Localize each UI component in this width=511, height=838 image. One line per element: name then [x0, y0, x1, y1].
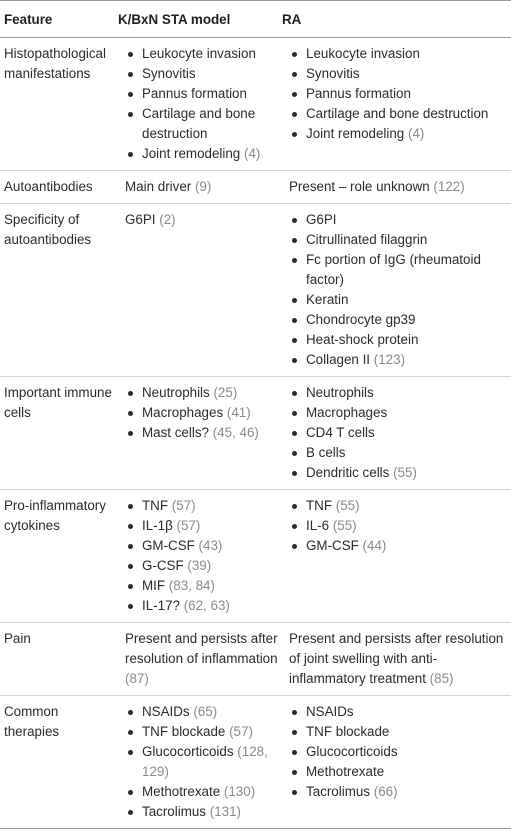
table-row-cytokines [0, 490, 511, 623]
item-text: Joint remodeling [142, 146, 241, 161]
list-item [125, 383, 278, 403]
item-text: MIF [142, 578, 166, 593]
cell-text-block [125, 210, 278, 230]
list-item [289, 230, 511, 250]
list-item [289, 350, 511, 370]
list-item [289, 84, 511, 104]
list-item [289, 64, 511, 84]
list-item [289, 516, 511, 536]
ra-cell [278, 377, 511, 490]
item-text: Glucocorticoids [142, 744, 234, 759]
item-text: Chondrocyte gp39 [306, 312, 416, 327]
list-item [125, 802, 278, 822]
list-item [289, 210, 511, 230]
feature-cell: Histopathological manifestations [0, 38, 114, 171]
list-item [125, 104, 278, 144]
reference-citation: (25) [213, 385, 238, 400]
list-item [289, 536, 511, 556]
item-text: Mast cells? [142, 425, 209, 440]
item-text: B cells [306, 445, 346, 460]
reference-citation: (131) [209, 804, 241, 819]
sta-model-cell [114, 377, 278, 490]
cell-text: Present – role unknown [289, 179, 430, 194]
list-item [289, 104, 511, 124]
item-text: NSAIDs [142, 704, 190, 719]
list-item [125, 596, 278, 616]
list-item [289, 722, 511, 742]
cell-text: Main driver [125, 179, 192, 194]
table-row-pain [0, 623, 511, 696]
reference-citation: (55) [393, 465, 417, 480]
item-text: Collagen II [306, 352, 371, 367]
feature-cell: Specificity of autoantibodies [0, 204, 114, 377]
list-item [125, 742, 278, 782]
reference-citation: (55) [332, 518, 357, 533]
sta-model-cell [114, 38, 278, 171]
sta-model-cell [114, 490, 278, 623]
sta-model-cell [114, 623, 278, 696]
item-text: Macrophages [306, 405, 388, 420]
list-item [125, 44, 278, 64]
reference-citation: (57) [171, 498, 196, 513]
reference-citation: (45, 46) [212, 425, 259, 440]
reference-citation: (122) [433, 179, 465, 194]
feature-cell: Autoantibodies [0, 171, 114, 204]
sta-model-cell [114, 696, 278, 829]
cell-text: Present and persists after resolution of inflammation [125, 631, 278, 666]
item-text: GM-CSF [306, 538, 359, 553]
list-item [125, 144, 278, 164]
list-item [289, 463, 511, 483]
header-ra: RA [278, 1, 511, 38]
item-text: Glucocorticoids [306, 744, 398, 759]
list-item [289, 443, 511, 463]
list-item [125, 516, 278, 536]
list-item [289, 782, 511, 802]
item-text: Neutrophils [306, 385, 374, 400]
bullet-list [289, 496, 511, 556]
list-item [125, 84, 278, 104]
reference-citation: (39) [187, 558, 212, 573]
list-item [289, 330, 511, 350]
reference-citation: (83, 84) [168, 578, 215, 593]
ra-cell [278, 204, 511, 377]
item-text: TNF [142, 498, 169, 513]
bullet-list [289, 44, 511, 144]
list-item [125, 496, 278, 516]
header-feature: Feature [0, 1, 114, 38]
reference-citation: (87) [125, 671, 149, 686]
list-item [125, 64, 278, 84]
list-item [289, 702, 511, 722]
list-item [125, 782, 278, 802]
item-text: TNF [306, 498, 333, 513]
table-row-immune-cells [0, 377, 511, 490]
bullet-list [125, 496, 278, 616]
bullet-list [125, 383, 278, 443]
item-text: IL-17? [142, 598, 180, 613]
cell-text-block [289, 177, 511, 197]
bullet-list [289, 383, 511, 483]
cell-text: G6PI [125, 212, 156, 227]
bullet-list [289, 210, 511, 370]
reference-citation: (65) [193, 704, 218, 719]
bullet-list [125, 44, 278, 164]
cell-text-block [289, 629, 511, 689]
list-item [289, 290, 511, 310]
item-text: GM-CSF [142, 538, 195, 553]
item-text: NSAIDs [306, 704, 354, 719]
item-text: Tacrolimus [142, 804, 206, 819]
list-item [125, 536, 278, 556]
item-text: Pannus formation [142, 86, 247, 101]
list-item [289, 250, 511, 290]
reference-citation: (43) [198, 538, 223, 553]
reference-citation: (57) [176, 518, 201, 533]
item-text: Synovitis [142, 66, 196, 81]
item-text: Macrophages [142, 405, 224, 420]
feature-cell: Common therapies [0, 696, 114, 829]
item-text: Methotrexate [306, 764, 385, 779]
item-text: Methotrexate [142, 784, 221, 799]
item-text: Dendritic cells [306, 465, 390, 480]
item-text: G-CSF [142, 558, 184, 573]
list-item [125, 576, 278, 596]
list-item [125, 423, 278, 443]
list-item [289, 383, 511, 403]
feature-cell: Important immune cells [0, 377, 114, 490]
item-text: Synovitis [306, 66, 360, 81]
item-text: TNF blockade [306, 724, 390, 739]
list-item [289, 44, 511, 64]
reference-citation: (55) [335, 498, 360, 513]
reference-citation: (128, 129) [142, 744, 268, 779]
reference-citation: (57) [229, 724, 253, 739]
table-row-histopathology [0, 38, 511, 171]
reference-citation: (66) [373, 784, 398, 799]
reference-citation: (130) [223, 784, 256, 799]
ra-cell [278, 623, 511, 696]
list-item [289, 742, 511, 762]
list-item [125, 722, 278, 742]
cell-text: Present and persists after resolution of joint swelling with anti-inflammatory treatment [289, 631, 504, 686]
item-text: Citrullinated filaggrin [306, 232, 428, 247]
reference-citation: (62, 63) [183, 598, 230, 613]
ra-cell [278, 490, 511, 623]
list-item [289, 496, 511, 516]
reference-citation: (85) [429, 671, 454, 686]
item-text: Cartilage and bone destruction [142, 106, 256, 141]
header-sta-model: K/BxN STA model [114, 1, 278, 38]
reference-citation: (44) [362, 538, 387, 553]
list-item [125, 403, 278, 423]
list-item [125, 556, 278, 576]
sta-model-cell [114, 204, 278, 377]
item-text: Leukocyte invasion [142, 46, 256, 61]
reference-citation: (123) [373, 352, 406, 367]
table-row-specificity [0, 204, 511, 377]
item-text: IL-6 [306, 518, 330, 533]
header-row [0, 1, 511, 38]
list-item [289, 403, 511, 423]
cell-text-block [125, 629, 278, 689]
feature-cell: Pain [0, 623, 114, 696]
ra-cell [278, 38, 511, 171]
list-item [289, 124, 511, 144]
table-body [0, 38, 511, 829]
reference-citation: (2) [159, 212, 176, 227]
reference-citation: (41) [226, 405, 251, 420]
item-text: Leukocyte invasion [306, 46, 420, 61]
item-text: Fc portion of IgG (rheumatoid factor) [306, 252, 481, 287]
reference-citation: (9) [194, 179, 212, 194]
table-row-autoantibodies [0, 171, 511, 204]
sta-model-cell [114, 171, 278, 204]
ra-cell [278, 171, 511, 204]
table-row-therapies [0, 696, 511, 829]
item-text: Pannus formation [306, 86, 411, 101]
item-text: Cartilage and bone destruction [306, 106, 489, 121]
item-text: TNF blockade [142, 724, 226, 739]
item-text: Joint remodeling [306, 126, 405, 141]
item-text: CD4 T cells [306, 425, 375, 440]
list-item [289, 310, 511, 330]
cell-text-block [125, 177, 278, 197]
item-text: Heat-shock protein [306, 332, 419, 347]
item-text: G6PI [306, 212, 337, 227]
ra-cell [278, 696, 511, 829]
item-text: Neutrophils [142, 385, 210, 400]
list-item [125, 702, 278, 722]
item-text: Keratin [306, 292, 349, 307]
bullet-list [125, 702, 278, 822]
bullet-list [289, 702, 511, 802]
item-text: Tacrolimus [306, 784, 370, 799]
list-item [289, 762, 511, 782]
item-text: IL-1β [142, 518, 173, 533]
reference-citation: (4) [244, 146, 261, 161]
list-item [289, 423, 511, 443]
feature-cell: Pro-inflammatory cytokines [0, 490, 114, 623]
reference-citation: (4) [408, 126, 425, 141]
